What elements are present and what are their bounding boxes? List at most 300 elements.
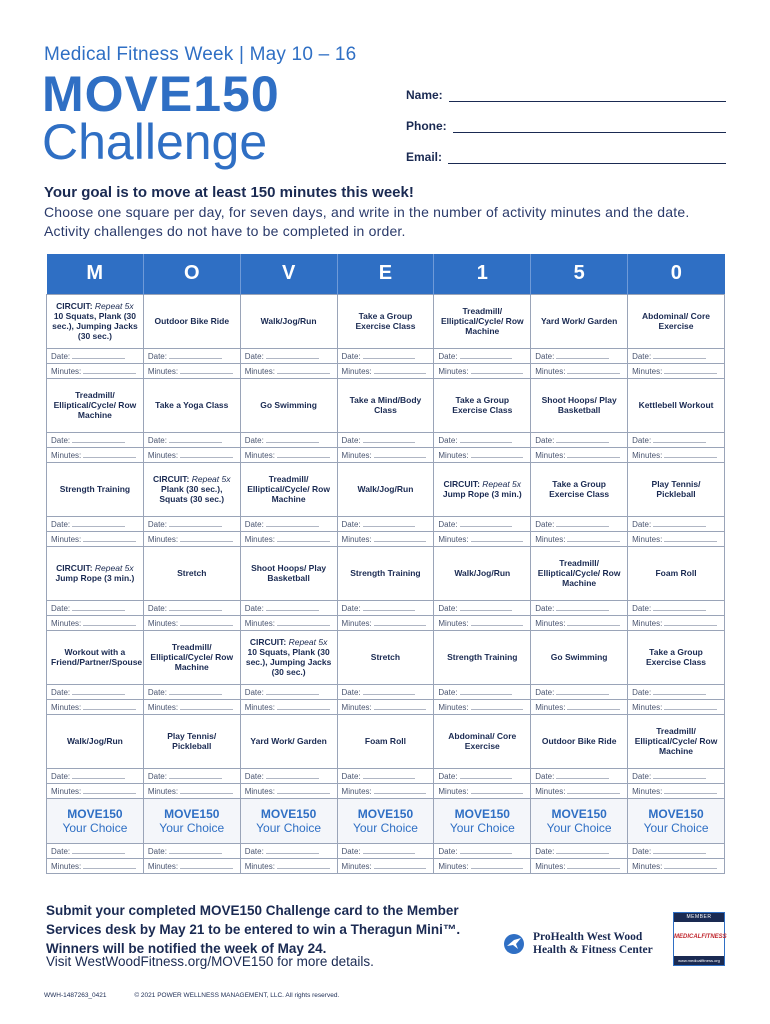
write-in-line[interactable] bbox=[567, 450, 620, 458]
write-in-line[interactable] bbox=[471, 534, 524, 542]
activity-cell[interactable] bbox=[143, 462, 240, 516]
write-in-line[interactable] bbox=[556, 519, 609, 527]
write-in-line[interactable] bbox=[83, 861, 136, 869]
write-in-line[interactable] bbox=[460, 687, 513, 695]
write-in-line[interactable] bbox=[277, 618, 330, 626]
instructions: Choose one square per day, for seven days, and write in the number of activity minutes and the date. Activity challenges do not have to be completed in order. bbox=[44, 204, 690, 239]
minutes-entry[interactable] bbox=[628, 783, 725, 798]
write-in-line[interactable] bbox=[460, 351, 513, 359]
date-entry[interactable] bbox=[240, 684, 337, 699]
minutes-entry[interactable] bbox=[434, 858, 531, 873]
column-header: E bbox=[337, 254, 434, 294]
minutes-entry[interactable] bbox=[337, 858, 434, 873]
activity-cell[interactable] bbox=[47, 714, 144, 768]
minutes-entry[interactable] bbox=[143, 363, 240, 378]
activity-text: Shoot Hoops/ Play Basketball bbox=[251, 563, 327, 583]
write-in-line[interactable] bbox=[471, 618, 524, 626]
minutes-entry[interactable] bbox=[337, 615, 434, 630]
minutes-entry[interactable] bbox=[47, 447, 144, 462]
write-in-line[interactable] bbox=[664, 702, 717, 710]
minutes-entry[interactable] bbox=[47, 363, 144, 378]
minutes-label: Minutes: bbox=[147, 618, 179, 628]
date-label: Date: bbox=[535, 603, 555, 613]
write-in-line[interactable] bbox=[471, 786, 524, 794]
write-in-line[interactable] bbox=[363, 435, 416, 443]
minutes-entry[interactable] bbox=[240, 699, 337, 714]
date-entry[interactable] bbox=[143, 516, 240, 531]
date-entry[interactable] bbox=[143, 684, 240, 699]
write-in-line[interactable] bbox=[169, 519, 222, 527]
activity-cell[interactable] bbox=[240, 378, 337, 432]
date-entry[interactable] bbox=[240, 348, 337, 363]
write-in-line[interactable] bbox=[556, 351, 609, 359]
write-in-line[interactable] bbox=[363, 771, 416, 779]
phone-field[interactable] bbox=[406, 119, 726, 133]
date-entry[interactable] bbox=[531, 768, 628, 783]
write-in-line[interactable] bbox=[374, 450, 427, 458]
your-choice-row bbox=[47, 798, 725, 843]
date-entry[interactable] bbox=[143, 432, 240, 447]
write-in-line[interactable] bbox=[72, 603, 125, 611]
write-in-line[interactable] bbox=[374, 618, 427, 626]
date-entry[interactable] bbox=[240, 768, 337, 783]
write-in-line[interactable] bbox=[374, 702, 427, 710]
minutes-entry[interactable] bbox=[47, 858, 144, 873]
activity-cell[interactable] bbox=[337, 546, 434, 600]
activity-cell[interactable] bbox=[434, 294, 531, 348]
write-in-line[interactable] bbox=[374, 786, 427, 794]
write-in-line[interactable] bbox=[266, 846, 319, 854]
your-choice-title: MOVE150 bbox=[648, 806, 704, 821]
minutes-row bbox=[47, 363, 725, 378]
write-in-line[interactable] bbox=[180, 702, 233, 710]
write-in-line[interactable] bbox=[567, 534, 620, 542]
write-in-line[interactable] bbox=[653, 687, 706, 695]
date-label: Date: bbox=[244, 351, 264, 361]
your-choice-cell[interactable] bbox=[240, 798, 337, 843]
date-entry[interactable] bbox=[531, 843, 628, 858]
activity-cell[interactable] bbox=[531, 714, 628, 768]
write-in-line[interactable] bbox=[180, 450, 233, 458]
circuit-label: CIRCUIT: bbox=[153, 474, 190, 484]
activity-text: 10 Squats, Plank (30 sec.), Jumping Jacks (30 sec.) bbox=[245, 647, 332, 677]
activity-cell[interactable] bbox=[47, 462, 144, 516]
minutes-label: Minutes: bbox=[438, 534, 469, 544]
date-entry[interactable] bbox=[47, 432, 144, 447]
activity-cell[interactable] bbox=[47, 294, 144, 348]
minutes-entry[interactable] bbox=[337, 447, 434, 462]
phone-line[interactable] bbox=[453, 121, 726, 133]
write-in-line[interactable] bbox=[567, 786, 620, 794]
minutes-entry[interactable] bbox=[434, 447, 531, 462]
name-field[interactable] bbox=[406, 88, 726, 102]
date-entry[interactable] bbox=[628, 600, 725, 615]
minutes-entry[interactable] bbox=[531, 447, 628, 462]
write-in-line[interactable] bbox=[471, 702, 524, 710]
date-entry[interactable] bbox=[628, 768, 725, 783]
activity-cell[interactable] bbox=[434, 714, 531, 768]
date-label: Date: bbox=[244, 519, 264, 529]
minutes-label: Minutes: bbox=[632, 450, 663, 460]
write-in-line[interactable] bbox=[83, 450, 136, 458]
repeat-label: Repeat 5x bbox=[479, 479, 522, 489]
visit-link[interactable]: Visit WestWoodFitness.org/MOVE150 for more details. bbox=[46, 954, 374, 969]
minutes-entry[interactable] bbox=[434, 783, 531, 798]
write-in-line[interactable] bbox=[277, 366, 330, 374]
date-label: Date: bbox=[51, 687, 71, 697]
activity-cell[interactable] bbox=[143, 378, 240, 432]
date-entry[interactable] bbox=[531, 516, 628, 531]
activity-cell[interactable] bbox=[240, 546, 337, 600]
activity-cell[interactable] bbox=[628, 378, 725, 432]
write-in-line[interactable] bbox=[72, 846, 125, 854]
activity-cell[interactable] bbox=[531, 378, 628, 432]
activity-cell[interactable] bbox=[434, 462, 531, 516]
write-in-line[interactable] bbox=[664, 366, 717, 374]
minutes-entry[interactable] bbox=[628, 699, 725, 714]
title-challenge: Challenge bbox=[42, 114, 268, 170]
activity-cell[interactable] bbox=[434, 378, 531, 432]
date-entry[interactable] bbox=[628, 348, 725, 363]
write-in-line[interactable] bbox=[72, 771, 125, 779]
minutes-entry[interactable] bbox=[240, 531, 337, 546]
date-entry[interactable] bbox=[434, 348, 531, 363]
write-in-line[interactable] bbox=[169, 603, 222, 611]
minutes-entry[interactable] bbox=[531, 699, 628, 714]
date-entry[interactable] bbox=[628, 843, 725, 858]
write-in-line[interactable] bbox=[653, 771, 706, 779]
write-in-line[interactable] bbox=[277, 861, 330, 869]
write-in-line[interactable] bbox=[653, 846, 706, 854]
minutes-label: Minutes: bbox=[535, 861, 566, 871]
date-label: Date: bbox=[244, 603, 264, 613]
activity-text: Walk/Jog/Run bbox=[357, 484, 414, 494]
activity-cell[interactable] bbox=[240, 462, 337, 516]
minutes-entry[interactable] bbox=[143, 447, 240, 462]
write-in-line[interactable] bbox=[169, 771, 222, 779]
write-in-line[interactable] bbox=[460, 603, 513, 611]
write-in-line[interactable] bbox=[72, 435, 125, 443]
date-entry[interactable] bbox=[531, 348, 628, 363]
minutes-label: Minutes: bbox=[51, 534, 82, 544]
write-in-line[interactable] bbox=[266, 603, 319, 611]
write-in-line[interactable] bbox=[83, 534, 136, 542]
write-in-line[interactable] bbox=[567, 618, 620, 626]
minutes-entry[interactable] bbox=[434, 531, 531, 546]
write-in-line[interactable] bbox=[471, 861, 524, 869]
activity-cell[interactable] bbox=[337, 630, 434, 684]
activity-cell[interactable] bbox=[337, 294, 434, 348]
write-in-line[interactable] bbox=[266, 687, 319, 695]
write-in-line[interactable] bbox=[471, 366, 524, 374]
minutes-entry[interactable] bbox=[628, 531, 725, 546]
activity-cell[interactable] bbox=[47, 630, 144, 684]
column-header: 5 bbox=[531, 254, 628, 294]
minutes-entry[interactable] bbox=[143, 531, 240, 546]
activity-cell[interactable] bbox=[240, 714, 337, 768]
write-in-line[interactable] bbox=[460, 771, 513, 779]
activity-cell[interactable] bbox=[143, 630, 240, 684]
minutes-entry[interactable] bbox=[240, 783, 337, 798]
date-entry[interactable] bbox=[47, 600, 144, 615]
date-entry[interactable] bbox=[143, 600, 240, 615]
minutes-entry[interactable] bbox=[434, 615, 531, 630]
date-entry[interactable] bbox=[143, 843, 240, 858]
minutes-entry[interactable] bbox=[240, 363, 337, 378]
date-label: Date: bbox=[632, 435, 652, 445]
write-in-line[interactable] bbox=[363, 519, 416, 527]
date-entry[interactable] bbox=[337, 432, 434, 447]
write-in-line[interactable] bbox=[180, 861, 233, 869]
minutes-entry[interactable] bbox=[628, 363, 725, 378]
activity-cell[interactable] bbox=[337, 462, 434, 516]
write-in-line[interactable] bbox=[567, 702, 620, 710]
minutes-entry[interactable] bbox=[628, 615, 725, 630]
activity-cell[interactable] bbox=[628, 630, 725, 684]
write-in-line[interactable] bbox=[664, 450, 717, 458]
minutes-entry[interactable] bbox=[531, 363, 628, 378]
activity-cell[interactable] bbox=[143, 546, 240, 600]
date-entry[interactable] bbox=[628, 432, 725, 447]
date-entry[interactable] bbox=[143, 768, 240, 783]
activity-cell[interactable] bbox=[434, 546, 531, 600]
activity-cell[interactable] bbox=[531, 546, 628, 600]
write-in-line[interactable] bbox=[266, 435, 319, 443]
minutes-entry[interactable] bbox=[47, 699, 144, 714]
minutes-entry[interactable] bbox=[47, 615, 144, 630]
minutes-label: Minutes: bbox=[535, 702, 566, 712]
activity-cell[interactable] bbox=[337, 378, 434, 432]
write-in-line[interactable] bbox=[664, 534, 717, 542]
minutes-entry[interactable] bbox=[337, 363, 434, 378]
write-in-line[interactable] bbox=[460, 435, 513, 443]
date-entry[interactable] bbox=[628, 684, 725, 699]
write-in-line[interactable] bbox=[266, 519, 319, 527]
date-entry[interactable] bbox=[337, 768, 434, 783]
date-entry[interactable] bbox=[434, 600, 531, 615]
activity-cell[interactable] bbox=[434, 630, 531, 684]
date-label: Date: bbox=[147, 435, 167, 445]
write-in-line[interactable] bbox=[374, 366, 427, 374]
date-entry[interactable] bbox=[434, 843, 531, 858]
email-field[interactable] bbox=[406, 150, 726, 164]
minutes-row bbox=[47, 531, 725, 546]
date-entry[interactable] bbox=[240, 432, 337, 447]
activity-cell[interactable] bbox=[628, 714, 725, 768]
your-choice-cell[interactable] bbox=[434, 798, 531, 843]
date-label: Date: bbox=[438, 519, 458, 529]
minutes-entry[interactable] bbox=[434, 363, 531, 378]
write-in-line[interactable] bbox=[83, 618, 136, 626]
write-in-line[interactable] bbox=[180, 618, 233, 626]
date-entry[interactable] bbox=[434, 432, 531, 447]
your-choice-title: MOVE150 bbox=[260, 806, 317, 821]
date-entry[interactable] bbox=[240, 516, 337, 531]
minutes-entry[interactable] bbox=[143, 699, 240, 714]
write-in-line[interactable] bbox=[169, 846, 222, 854]
date-label: Date: bbox=[51, 435, 71, 445]
date-entry[interactable] bbox=[47, 516, 144, 531]
activity-cell[interactable] bbox=[531, 294, 628, 348]
column-header: O bbox=[143, 254, 240, 294]
date-entry[interactable] bbox=[531, 600, 628, 615]
write-in-line[interactable] bbox=[169, 351, 222, 359]
minutes-label: Minutes: bbox=[244, 786, 275, 796]
date-label: Date: bbox=[341, 687, 361, 697]
minutes-entry[interactable] bbox=[531, 531, 628, 546]
minutes-entry[interactable] bbox=[434, 699, 531, 714]
minutes-label: Minutes: bbox=[341, 450, 372, 460]
date-entry[interactable] bbox=[531, 684, 628, 699]
write-in-line[interactable] bbox=[556, 603, 609, 611]
minutes-entry[interactable] bbox=[531, 858, 628, 873]
activity-cell[interactable] bbox=[47, 378, 144, 432]
write-in-line[interactable] bbox=[83, 366, 136, 374]
write-in-line[interactable] bbox=[653, 435, 706, 443]
grid-header-row bbox=[47, 254, 725, 294]
your-choice-cell[interactable] bbox=[47, 798, 144, 843]
date-entry[interactable] bbox=[143, 348, 240, 363]
date-entry[interactable] bbox=[240, 600, 337, 615]
minutes-entry[interactable] bbox=[240, 858, 337, 873]
write-in-line[interactable] bbox=[556, 435, 609, 443]
date-entry[interactable] bbox=[337, 516, 434, 531]
write-in-line[interactable] bbox=[556, 687, 609, 695]
write-in-line[interactable] bbox=[83, 786, 136, 794]
write-in-line[interactable] bbox=[72, 519, 125, 527]
title-move150: MOVE150 bbox=[42, 66, 280, 122]
write-in-line[interactable] bbox=[277, 702, 330, 710]
minutes-entry[interactable] bbox=[337, 531, 434, 546]
write-in-line[interactable] bbox=[266, 351, 319, 359]
date-label: Date: bbox=[632, 846, 652, 856]
activity-cell[interactable] bbox=[531, 630, 628, 684]
minutes-entry[interactable] bbox=[337, 699, 434, 714]
write-in-line[interactable] bbox=[277, 534, 330, 542]
your-choice-cell[interactable] bbox=[628, 798, 725, 843]
write-in-line[interactable] bbox=[664, 861, 717, 869]
date-entry[interactable] bbox=[434, 768, 531, 783]
minutes-entry[interactable] bbox=[337, 783, 434, 798]
write-in-line[interactable] bbox=[180, 786, 233, 794]
write-in-line[interactable] bbox=[567, 861, 620, 869]
date-entry[interactable] bbox=[47, 843, 144, 858]
minutes-entry[interactable] bbox=[143, 858, 240, 873]
activity-text: Workout with a Friend/Partner/Spouse bbox=[51, 647, 143, 667]
minutes-entry[interactable] bbox=[628, 447, 725, 462]
write-in-line[interactable] bbox=[83, 702, 136, 710]
activity-cell[interactable] bbox=[337, 714, 434, 768]
activity-cell[interactable] bbox=[240, 294, 337, 348]
date-entry[interactable] bbox=[47, 768, 144, 783]
minutes-entry[interactable] bbox=[628, 858, 725, 873]
date-entry[interactable] bbox=[337, 843, 434, 858]
your-choice-cell[interactable] bbox=[531, 798, 628, 843]
write-in-line[interactable] bbox=[460, 519, 513, 527]
your-choice-cell[interactable] bbox=[143, 798, 240, 843]
date-label: Date: bbox=[51, 351, 71, 361]
date-entry[interactable] bbox=[628, 516, 725, 531]
write-in-line[interactable] bbox=[277, 786, 330, 794]
write-in-line[interactable] bbox=[374, 861, 427, 869]
activity-cell[interactable] bbox=[47, 546, 144, 600]
write-in-line[interactable] bbox=[363, 846, 416, 854]
write-in-line[interactable] bbox=[653, 603, 706, 611]
email-line[interactable] bbox=[448, 152, 726, 164]
minutes-entry[interactable] bbox=[240, 615, 337, 630]
date-entry[interactable] bbox=[337, 600, 434, 615]
write-in-line[interactable] bbox=[653, 519, 706, 527]
minutes-entry[interactable] bbox=[143, 615, 240, 630]
write-in-line[interactable] bbox=[460, 846, 513, 854]
write-in-line[interactable] bbox=[567, 366, 620, 374]
write-in-line[interactable] bbox=[169, 435, 222, 443]
write-in-line[interactable] bbox=[556, 771, 609, 779]
logo-line2: Health & Fitness Center bbox=[533, 944, 653, 956]
date-entry[interactable] bbox=[434, 516, 531, 531]
date-entry[interactable] bbox=[337, 348, 434, 363]
activity-cell[interactable] bbox=[628, 546, 725, 600]
minutes-entry[interactable] bbox=[47, 783, 144, 798]
your-choice-cell[interactable] bbox=[337, 798, 434, 843]
activity-cell[interactable] bbox=[240, 630, 337, 684]
date-entry[interactable] bbox=[47, 348, 144, 363]
minutes-entry[interactable] bbox=[531, 615, 628, 630]
activity-cell[interactable] bbox=[143, 294, 240, 348]
activity-cell[interactable] bbox=[143, 714, 240, 768]
date-label: Date: bbox=[341, 846, 361, 856]
activity-cell[interactable] bbox=[628, 294, 725, 348]
date-entry[interactable] bbox=[531, 432, 628, 447]
activity-text: Take a Group Exercise Class bbox=[452, 395, 513, 415]
write-in-line[interactable] bbox=[664, 618, 717, 626]
minutes-entry[interactable] bbox=[240, 447, 337, 462]
write-in-line[interactable] bbox=[556, 846, 609, 854]
write-in-line[interactable] bbox=[374, 534, 427, 542]
activity-text: Foam Roll bbox=[655, 568, 697, 578]
minutes-entry[interactable] bbox=[47, 531, 144, 546]
write-in-line[interactable] bbox=[180, 534, 233, 542]
name-line[interactable] bbox=[449, 90, 726, 102]
minutes-row bbox=[47, 447, 725, 462]
minutes-entry[interactable] bbox=[143, 783, 240, 798]
write-in-line[interactable] bbox=[180, 366, 233, 374]
write-in-line[interactable] bbox=[363, 603, 416, 611]
date-entry[interactable] bbox=[240, 843, 337, 858]
minutes-label: Minutes: bbox=[51, 450, 82, 460]
write-in-line[interactable] bbox=[664, 786, 717, 794]
minutes-label: Minutes: bbox=[147, 534, 179, 544]
write-in-line[interactable] bbox=[266, 771, 319, 779]
activity-text: Treadmill/ Elliptical/Cycle/ Row Machine bbox=[247, 474, 330, 504]
activity-cell[interactable] bbox=[628, 462, 725, 516]
date-entry[interactable] bbox=[337, 684, 434, 699]
write-in-line[interactable] bbox=[653, 351, 706, 359]
activity-cell[interactable] bbox=[531, 462, 628, 516]
write-in-line[interactable] bbox=[72, 351, 125, 359]
date-entry[interactable] bbox=[434, 684, 531, 699]
write-in-line[interactable] bbox=[363, 687, 416, 695]
date-entry[interactable] bbox=[47, 684, 144, 699]
write-in-line[interactable] bbox=[277, 450, 330, 458]
date-label: Date: bbox=[244, 846, 264, 856]
minutes-entry[interactable] bbox=[531, 783, 628, 798]
write-in-line[interactable] bbox=[169, 687, 222, 695]
write-in-line[interactable] bbox=[72, 687, 125, 695]
write-in-line[interactable] bbox=[363, 351, 416, 359]
minutes-row bbox=[47, 699, 725, 714]
write-in-line[interactable] bbox=[471, 450, 524, 458]
